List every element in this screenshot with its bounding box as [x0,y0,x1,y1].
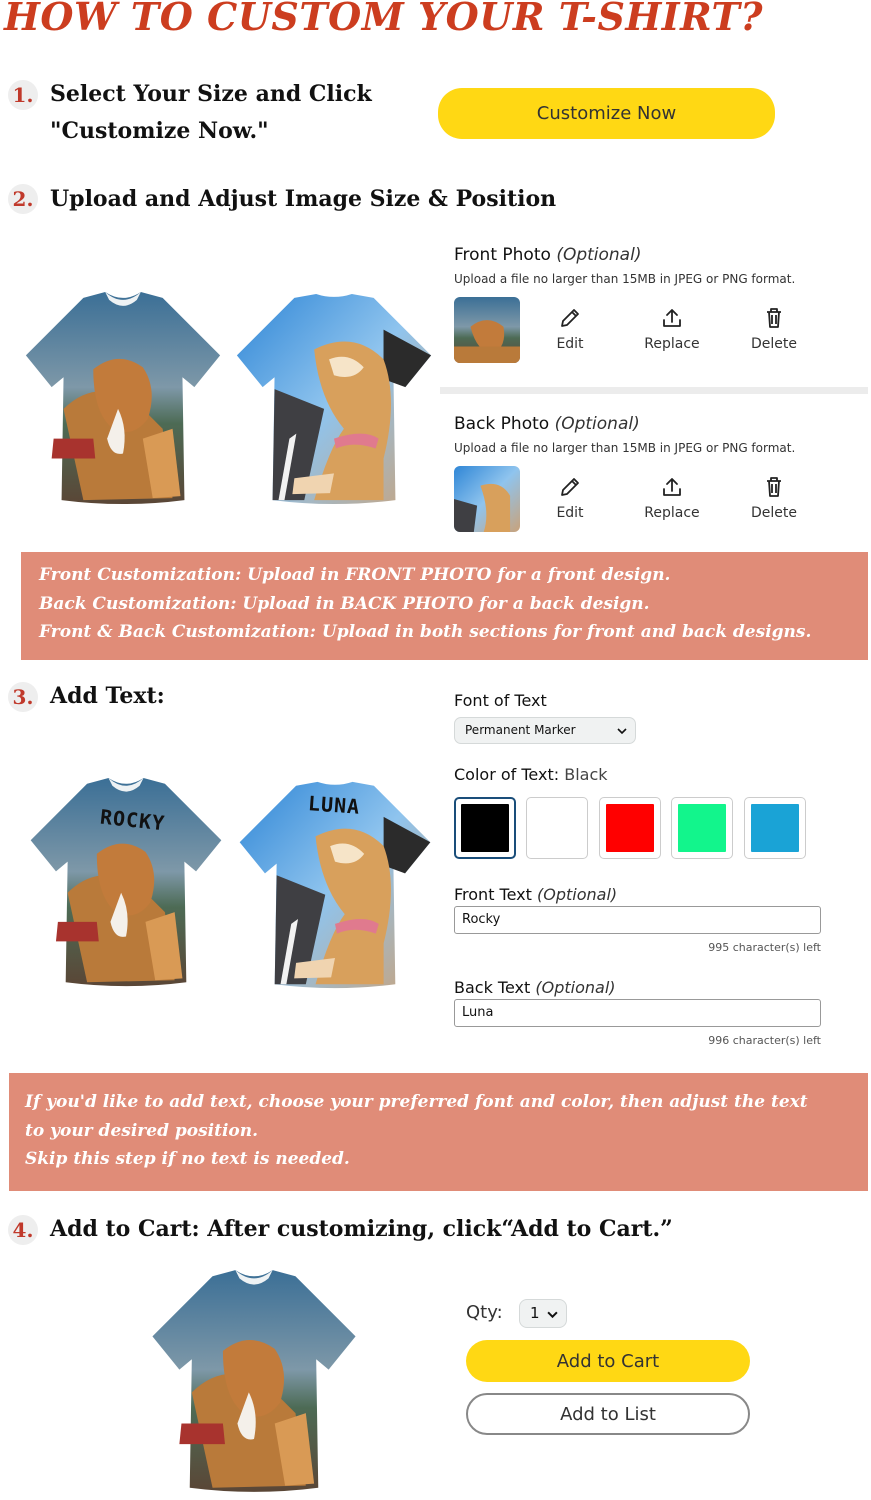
color-swatch-green[interactable] [671,797,733,859]
font-select[interactable] [454,717,636,744]
back-text-input[interactable]: Luna [454,999,821,1027]
banner-line: to your desired position. [25,1120,259,1141]
qty-select[interactable] [519,1299,567,1328]
font-select-value: Permanent Marker [465,723,576,737]
front-delete-button[interactable] [734,306,814,352]
edit-label: Edit [556,336,584,352]
qty-label: Qty: [466,1302,503,1323]
back-replace-button[interactable] [632,475,712,521]
customize-now-button[interactable]: Customize Now [438,88,775,139]
color-selected-value: Black [564,765,608,784]
back-tshirt-image [230,290,438,508]
banner-line: If you'd like to add text, choose your preferred font and color, then adjust the text [25,1092,808,1112]
back-photo-thumbnail[interactable] [454,466,520,532]
front-photo-label: Front Photo (Optional) [454,245,642,265]
banner-line: Skip this step if no text is needed. [25,1149,350,1169]
front-tshirt-image [20,290,226,508]
step-3-text: Add Text: [50,683,165,709]
chevron-down-icon [617,726,627,736]
edit-label: Edit [556,505,584,521]
trash-icon [762,306,786,330]
back-text-label: Back Text (Optional) [454,978,616,997]
qty-value: 1 [530,1304,540,1322]
step-1-text [50,76,372,150]
step-4-number: 4. [8,1215,38,1245]
chevron-down-icon [547,1309,558,1320]
delete-label: Delete [751,505,797,521]
color-swatch-white[interactable] [526,797,588,859]
step-1-number: 1. [8,80,38,110]
front-text-input[interactable]: Rocky [454,906,821,934]
step-1-line2: "Customize Now." [50,118,269,144]
front-text-label: Front Text (Optional) [454,885,618,904]
info-banner-upload [21,552,868,660]
banner-line: Front & Back Customization: Upload in both sections for front and back designs. [39,622,812,642]
swatch-fill [533,804,581,852]
banner-line: Front Customization: Upload in FRONT PHOTO for a front design. [39,565,671,585]
color-swatch-red[interactable] [599,797,661,859]
swatch-fill [751,804,799,852]
color-swatch-blue[interactable] [744,797,806,859]
page-title: HOW TO CUSTOM YOUR T-SHIRT? [4,0,764,39]
back-text-counter: 996 character(s) left [708,1034,821,1047]
banner-line: Back Customization: Upload in BACK PHOTO for a back design. [39,593,650,614]
color-label: Color of Text: Black [454,765,608,784]
step-2-text: Upload and Adjust Image Size & Position [50,186,557,212]
front-photo-hint: Upload a file no larger than 15MB in JPEG or PNG format. [454,272,796,286]
delete-label: Delete [751,336,797,352]
edit-icon [558,306,582,330]
step-3-number: 3. [8,682,38,712]
front-photo-thumbnail[interactable] [454,297,520,363]
shirt-back-text: LUNA [307,791,361,819]
divider [440,387,868,394]
trash-icon [762,475,786,499]
step-4-text: Add to Cart: After customizing, click“Add to Cart.” [50,1216,673,1242]
back-delete-button[interactable] [734,475,814,521]
shirt-front-text: ROCKY [98,804,167,836]
edit-icon [558,475,582,499]
info-banner-text [9,1073,868,1191]
replace-label: Replace [644,336,700,352]
upload-icon [660,475,684,499]
replace-label: Replace [644,505,700,521]
back-photo-label: Back Photo (Optional) [454,414,640,434]
front-edit-button[interactable] [530,306,610,352]
final-tshirt-image [144,1268,364,1496]
add-to-list-button[interactable]: Add to List [466,1393,750,1435]
swatch-fill [678,804,726,852]
back-photo-hint: Upload a file no larger than 15MB in JPEG or PNG format. [454,441,796,455]
swatch-fill [606,804,654,852]
step-2-number: 2. [8,184,38,214]
front-text-counter: 995 character(s) left [708,941,821,954]
step-1-line1: Select Your Size and Click [50,81,372,107]
swatch-fill [461,804,509,852]
add-to-cart-button[interactable]: Add to Cart [466,1340,750,1382]
back-edit-button[interactable] [530,475,610,521]
font-label: Font of Text [454,691,547,710]
color-swatch-black[interactable] [454,797,516,859]
upload-icon [660,306,684,330]
front-replace-button[interactable] [632,306,712,352]
